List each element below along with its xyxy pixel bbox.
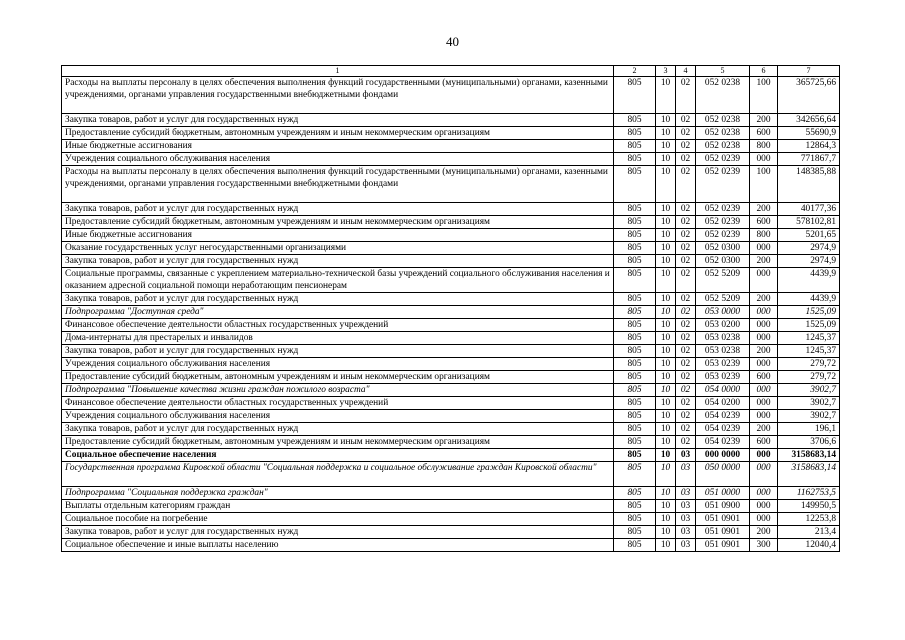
row-code-cell: 805 (614, 436, 656, 449)
table-row (62, 371, 840, 384)
row-amount-cell: 365725,66 (778, 77, 840, 114)
row-subsection-cell: 02 (676, 306, 696, 319)
row-amount-cell: 2974,9 (778, 242, 840, 255)
row-section-cell: 10 (656, 77, 676, 114)
row-amount-cell: 1245,37 (778, 345, 840, 358)
table-row (62, 229, 840, 242)
row-code-cell: 805 (614, 539, 656, 552)
row-code-cell: 805 (614, 423, 656, 436)
table-row (62, 306, 840, 319)
row-amount-cell: 1525,09 (778, 319, 840, 332)
row-amount-cell: 149950,5 (778, 500, 840, 513)
row-subsection-cell: 03 (676, 449, 696, 462)
table-row (62, 166, 840, 203)
row-name-cell: Государственная программа Кировской области "Социальная поддержка и социальное обслуживание граждан Кировской области" (62, 462, 614, 487)
table-row (62, 539, 840, 552)
row-amount-cell: 578102,81 (778, 216, 840, 229)
row-type-cell: 000 (750, 268, 778, 293)
row-target-cell: 053 0238 (696, 332, 750, 345)
row-target-cell: 054 0000 (696, 384, 750, 397)
row-code-cell: 805 (614, 127, 656, 140)
row-subsection-cell: 02 (676, 140, 696, 153)
table-row (62, 526, 840, 539)
row-target-cell: 050 0000 (696, 462, 750, 487)
table-row (62, 436, 840, 449)
row-subsection-cell: 03 (676, 487, 696, 500)
row-name-cell: Учреждения социального обслуживания населения (62, 358, 614, 371)
row-section-cell: 10 (656, 423, 676, 436)
row-subsection-cell: 03 (676, 500, 696, 513)
row-amount-cell: 3902,7 (778, 410, 840, 423)
row-type-cell: 200 (750, 114, 778, 127)
row-code-cell: 805 (614, 358, 656, 371)
row-target-cell: 054 0239 (696, 423, 750, 436)
row-type-cell: 000 (750, 410, 778, 423)
row-section-cell: 10 (656, 487, 676, 500)
table-row (62, 462, 840, 487)
row-name-cell: Социальное обеспечение населения (62, 449, 614, 462)
row-target-cell: 053 0239 (696, 371, 750, 384)
row-type-cell: 000 (750, 384, 778, 397)
row-amount-cell: 342656,64 (778, 114, 840, 127)
row-subsection-cell: 02 (676, 242, 696, 255)
row-name-cell: Закупка товаров, работ и услуг для государственных нужд (62, 114, 614, 127)
row-target-cell: 052 0239 (696, 153, 750, 166)
row-section-cell: 10 (656, 526, 676, 539)
row-subsection-cell: 02 (676, 77, 696, 114)
row-amount-cell: 279,72 (778, 371, 840, 384)
row-target-cell: 052 0238 (696, 127, 750, 140)
row-name-cell: Социальное обеспечение и иные выплаты населению (62, 539, 614, 552)
column-header: 1 (62, 66, 614, 77)
table-row (62, 140, 840, 153)
row-code-cell: 805 (614, 384, 656, 397)
row-code-cell: 805 (614, 526, 656, 539)
table-row (62, 384, 840, 397)
row-target-cell: 052 0300 (696, 242, 750, 255)
row-type-cell: 600 (750, 436, 778, 449)
row-subsection-cell: 03 (676, 462, 696, 487)
row-code-cell: 805 (614, 140, 656, 153)
table-row (62, 358, 840, 371)
row-amount-cell: 3902,7 (778, 397, 840, 410)
row-name-cell: Закупка товаров, работ и услуг для государственных нужд (62, 526, 614, 539)
row-amount-cell: 5201,65 (778, 229, 840, 242)
row-target-cell: 052 0239 (696, 203, 750, 216)
row-amount-cell: 2974,9 (778, 255, 840, 268)
row-section-cell: 10 (656, 332, 676, 345)
row-type-cell: 000 (750, 358, 778, 371)
row-target-cell: 052 5209 (696, 268, 750, 293)
row-name-cell: Социальное пособие на погребение (62, 513, 614, 526)
row-code-cell: 805 (614, 268, 656, 293)
column-header: 7 (778, 66, 840, 77)
row-target-cell: 052 0238 (696, 140, 750, 153)
row-name-cell: Закупка товаров, работ и услуг для государственных нужд (62, 255, 614, 268)
row-subsection-cell: 03 (676, 513, 696, 526)
row-type-cell: 200 (750, 203, 778, 216)
row-code-cell: 805 (614, 229, 656, 242)
table-row (62, 487, 840, 500)
row-section-cell: 10 (656, 306, 676, 319)
row-target-cell: 052 0239 (696, 229, 750, 242)
table-row (62, 332, 840, 345)
row-code-cell: 805 (614, 345, 656, 358)
row-target-cell: 053 0238 (696, 345, 750, 358)
row-target-cell: 051 0901 (696, 539, 750, 552)
row-section-cell: 10 (656, 449, 676, 462)
row-amount-cell: 4439,9 (778, 268, 840, 293)
row-name-cell: Закупка товаров, работ и услуг для государственных нужд (62, 423, 614, 436)
table-row (62, 77, 840, 114)
row-name-cell: Предоставление субсидий бюджетным, автономным учреждениям и иным некоммерческим организациям (62, 436, 614, 449)
row-section-cell: 10 (656, 203, 676, 216)
row-subsection-cell: 03 (676, 539, 696, 552)
row-section-cell: 10 (656, 397, 676, 410)
row-target-cell: 054 0239 (696, 410, 750, 423)
row-code-cell: 805 (614, 216, 656, 229)
row-amount-cell: 55690,9 (778, 127, 840, 140)
row-type-cell: 300 (750, 539, 778, 552)
row-subsection-cell: 02 (676, 371, 696, 384)
row-section-cell: 10 (656, 500, 676, 513)
row-code-cell: 805 (614, 332, 656, 345)
row-target-cell: 053 0239 (696, 358, 750, 371)
row-subsection-cell: 02 (676, 358, 696, 371)
row-code-cell: 805 (614, 410, 656, 423)
row-type-cell: 000 (750, 242, 778, 255)
row-amount-cell: 12864,3 (778, 140, 840, 153)
row-type-cell: 600 (750, 216, 778, 229)
table-row (62, 153, 840, 166)
row-section-cell: 10 (656, 436, 676, 449)
row-section-cell: 10 (656, 513, 676, 526)
table-row (62, 410, 840, 423)
row-subsection-cell: 02 (676, 268, 696, 293)
row-subsection-cell: 03 (676, 526, 696, 539)
table-row (62, 127, 840, 140)
row-type-cell: 100 (750, 166, 778, 203)
row-type-cell: 200 (750, 293, 778, 306)
row-name-cell: Выплаты отдельным категориям граждан (62, 500, 614, 513)
row-section-cell: 10 (656, 384, 676, 397)
table-row (62, 293, 840, 306)
row-target-cell: 051 0000 (696, 487, 750, 500)
row-target-cell: 052 0239 (696, 166, 750, 203)
row-code-cell: 805 (614, 255, 656, 268)
table-row (62, 449, 840, 462)
row-code-cell: 805 (614, 242, 656, 255)
row-target-cell: 053 0000 (696, 306, 750, 319)
row-name-cell: Закупка товаров, работ и услуг для государственных нужд (62, 293, 614, 306)
row-target-cell: 051 0901 (696, 513, 750, 526)
row-code-cell: 805 (614, 513, 656, 526)
row-amount-cell: 3706,6 (778, 436, 840, 449)
row-target-cell: 000 0000 (696, 449, 750, 462)
row-subsection-cell: 02 (676, 345, 696, 358)
row-type-cell: 600 (750, 127, 778, 140)
row-section-cell: 10 (656, 140, 676, 153)
row-name-cell: Подпрограмма "Социальная поддержка граждан" (62, 487, 614, 500)
row-amount-cell: 40177,36 (778, 203, 840, 216)
row-subsection-cell: 02 (676, 166, 696, 203)
row-target-cell: 054 0239 (696, 436, 750, 449)
table-body (62, 77, 840, 552)
row-section-cell: 10 (656, 229, 676, 242)
row-target-cell: 052 0300 (696, 255, 750, 268)
row-name-cell: Оказание государственных услуг негосударственными организациями (62, 242, 614, 255)
row-type-cell: 000 (750, 462, 778, 487)
row-type-cell: 000 (750, 397, 778, 410)
row-section-cell: 10 (656, 293, 676, 306)
row-type-cell: 000 (750, 153, 778, 166)
row-subsection-cell: 02 (676, 332, 696, 345)
column-header: 2 (614, 66, 656, 77)
row-code-cell: 805 (614, 371, 656, 384)
row-subsection-cell: 02 (676, 203, 696, 216)
row-amount-cell: 1245,37 (778, 332, 840, 345)
row-subsection-cell: 02 (676, 229, 696, 242)
row-subsection-cell: 02 (676, 114, 696, 127)
column-header: 5 (696, 66, 750, 77)
row-section-cell: 10 (656, 166, 676, 203)
row-name-cell: Подпрограмма "Доступная среда" (62, 306, 614, 319)
table-row (62, 397, 840, 410)
table-row (62, 423, 840, 436)
row-target-cell: 052 0238 (696, 77, 750, 114)
row-section-cell: 10 (656, 216, 676, 229)
row-target-cell: 052 5209 (696, 293, 750, 306)
row-section-cell: 10 (656, 242, 676, 255)
row-amount-cell: 1525,09 (778, 306, 840, 319)
row-amount-cell: 3158683,14 (778, 449, 840, 462)
row-amount-cell: 148385,88 (778, 166, 840, 203)
row-name-cell: Учреждения социального обслуживания населения (62, 410, 614, 423)
row-type-cell: 000 (750, 487, 778, 500)
row-type-cell: 800 (750, 140, 778, 153)
row-subsection-cell: 02 (676, 423, 696, 436)
table-row (62, 319, 840, 332)
row-section-cell: 10 (656, 255, 676, 268)
row-type-cell: 100 (750, 77, 778, 114)
row-name-cell: Расходы на выплаты персоналу в целях обеспечения выполнения функций государственными (муниципальными) органами, казенными учреждениями, органами управления государственными внебюджетными фондами (62, 166, 614, 203)
table-row (62, 268, 840, 293)
row-amount-cell: 1162753,5 (778, 487, 840, 500)
row-type-cell: 000 (750, 513, 778, 526)
row-amount-cell: 196,1 (778, 423, 840, 436)
table-row (62, 203, 840, 216)
row-code-cell: 805 (614, 462, 656, 487)
row-amount-cell: 279,72 (778, 358, 840, 371)
table-row (62, 500, 840, 513)
row-amount-cell: 3158683,14 (778, 462, 840, 487)
row-subsection-cell: 02 (676, 319, 696, 332)
row-target-cell: 052 0238 (696, 114, 750, 127)
row-name-cell: Предоставление субсидий бюджетным, автономным учреждениям и иным некоммерческим организациям (62, 127, 614, 140)
row-name-cell: Иные бюджетные ассигнования (62, 229, 614, 242)
row-code-cell: 805 (614, 397, 656, 410)
row-name-cell: Социальные программы, связанные с укреплением материально-технической базы учреждений социального обслуживания населения и оказанием адресной социальной помощи неработающим пенсионерам (62, 268, 614, 293)
row-name-cell: Расходы на выплаты персоналу в целях обеспечения выполнения функций государственными (муниципальными) органами, казенными учреждениями, органами управления государственными внебюджетными фондами (62, 77, 614, 114)
row-target-cell: 051 0900 (696, 500, 750, 513)
row-code-cell: 805 (614, 153, 656, 166)
row-section-cell: 10 (656, 153, 676, 166)
row-name-cell: Предоставление субсидий бюджетным, автономным учреждениям и иным некоммерческим организациям (62, 371, 614, 384)
row-name-cell: Закупка товаров, работ и услуг для государственных нужд (62, 345, 614, 358)
row-name-cell: Финансовое обеспечение деятельности областных государственных учреждений (62, 319, 614, 332)
row-target-cell: 053 0200 (696, 319, 750, 332)
row-code-cell: 805 (614, 166, 656, 203)
budget-table (61, 65, 840, 552)
row-amount-cell: 771867,7 (778, 153, 840, 166)
row-name-cell: Учреждения социального обслуживания населения (62, 153, 614, 166)
row-code-cell: 805 (614, 449, 656, 462)
row-subsection-cell: 02 (676, 127, 696, 140)
table-row (62, 345, 840, 358)
header-row (62, 66, 840, 77)
row-subsection-cell: 02 (676, 255, 696, 268)
row-type-cell: 200 (750, 345, 778, 358)
row-section-cell: 10 (656, 319, 676, 332)
row-amount-cell: 3902,7 (778, 384, 840, 397)
row-type-cell: 000 (750, 449, 778, 462)
row-type-cell: 000 (750, 306, 778, 319)
row-code-cell: 805 (614, 500, 656, 513)
row-code-cell: 805 (614, 293, 656, 306)
row-name-cell: Иные бюджетные ассигнования (62, 140, 614, 153)
row-amount-cell: 12253,8 (778, 513, 840, 526)
row-type-cell: 200 (750, 423, 778, 436)
row-section-cell: 10 (656, 371, 676, 384)
row-amount-cell: 12040,4 (778, 539, 840, 552)
row-section-cell: 10 (656, 539, 676, 552)
row-subsection-cell: 02 (676, 397, 696, 410)
table-row (62, 513, 840, 526)
row-name-cell: Финансовое обеспечение деятельности областных государственных учреждений (62, 397, 614, 410)
row-subsection-cell: 02 (676, 410, 696, 423)
row-code-cell: 805 (614, 203, 656, 216)
row-subsection-cell: 02 (676, 216, 696, 229)
row-subsection-cell: 02 (676, 384, 696, 397)
row-subsection-cell: 02 (676, 436, 696, 449)
row-type-cell: 800 (750, 229, 778, 242)
row-section-cell: 10 (656, 268, 676, 293)
row-subsection-cell: 02 (676, 293, 696, 306)
row-section-cell: 10 (656, 358, 676, 371)
row-name-cell: Предоставление субсидий бюджетным, автономным учреждениям и иным некоммерческим организациям (62, 216, 614, 229)
row-amount-cell: 4439,9 (778, 293, 840, 306)
column-header: 3 (656, 66, 676, 77)
row-type-cell: 200 (750, 526, 778, 539)
row-code-cell: 805 (614, 77, 656, 114)
row-name-cell: Дома-интернаты для престарелых и инвалидов (62, 332, 614, 345)
row-type-cell: 000 (750, 500, 778, 513)
page-number: 40 (446, 34, 459, 49)
row-subsection-cell: 02 (676, 153, 696, 166)
row-type-cell: 000 (750, 319, 778, 332)
row-section-cell: 10 (656, 462, 676, 487)
row-section-cell: 10 (656, 127, 676, 140)
row-code-cell: 805 (614, 306, 656, 319)
row-section-cell: 10 (656, 345, 676, 358)
row-section-cell: 10 (656, 410, 676, 423)
row-target-cell: 052 0239 (696, 216, 750, 229)
row-code-cell: 805 (614, 319, 656, 332)
table-row (62, 216, 840, 229)
table-row (62, 114, 840, 127)
row-type-cell: 600 (750, 371, 778, 384)
column-header: 6 (750, 66, 778, 77)
row-section-cell: 10 (656, 114, 676, 127)
row-code-cell: 805 (614, 114, 656, 127)
row-name-cell: Подпрограмма "Повышение качества жизни граждан пожилого возраста" (62, 384, 614, 397)
column-header: 4 (676, 66, 696, 77)
row-target-cell: 054 0200 (696, 397, 750, 410)
table-row (62, 255, 840, 268)
row-type-cell: 200 (750, 255, 778, 268)
row-name-cell: Закупка товаров, работ и услуг для государственных нужд (62, 203, 614, 216)
row-amount-cell: 213,4 (778, 526, 840, 539)
row-target-cell: 051 0901 (696, 526, 750, 539)
row-code-cell: 805 (614, 487, 656, 500)
row-type-cell: 000 (750, 332, 778, 345)
table-row (62, 242, 840, 255)
